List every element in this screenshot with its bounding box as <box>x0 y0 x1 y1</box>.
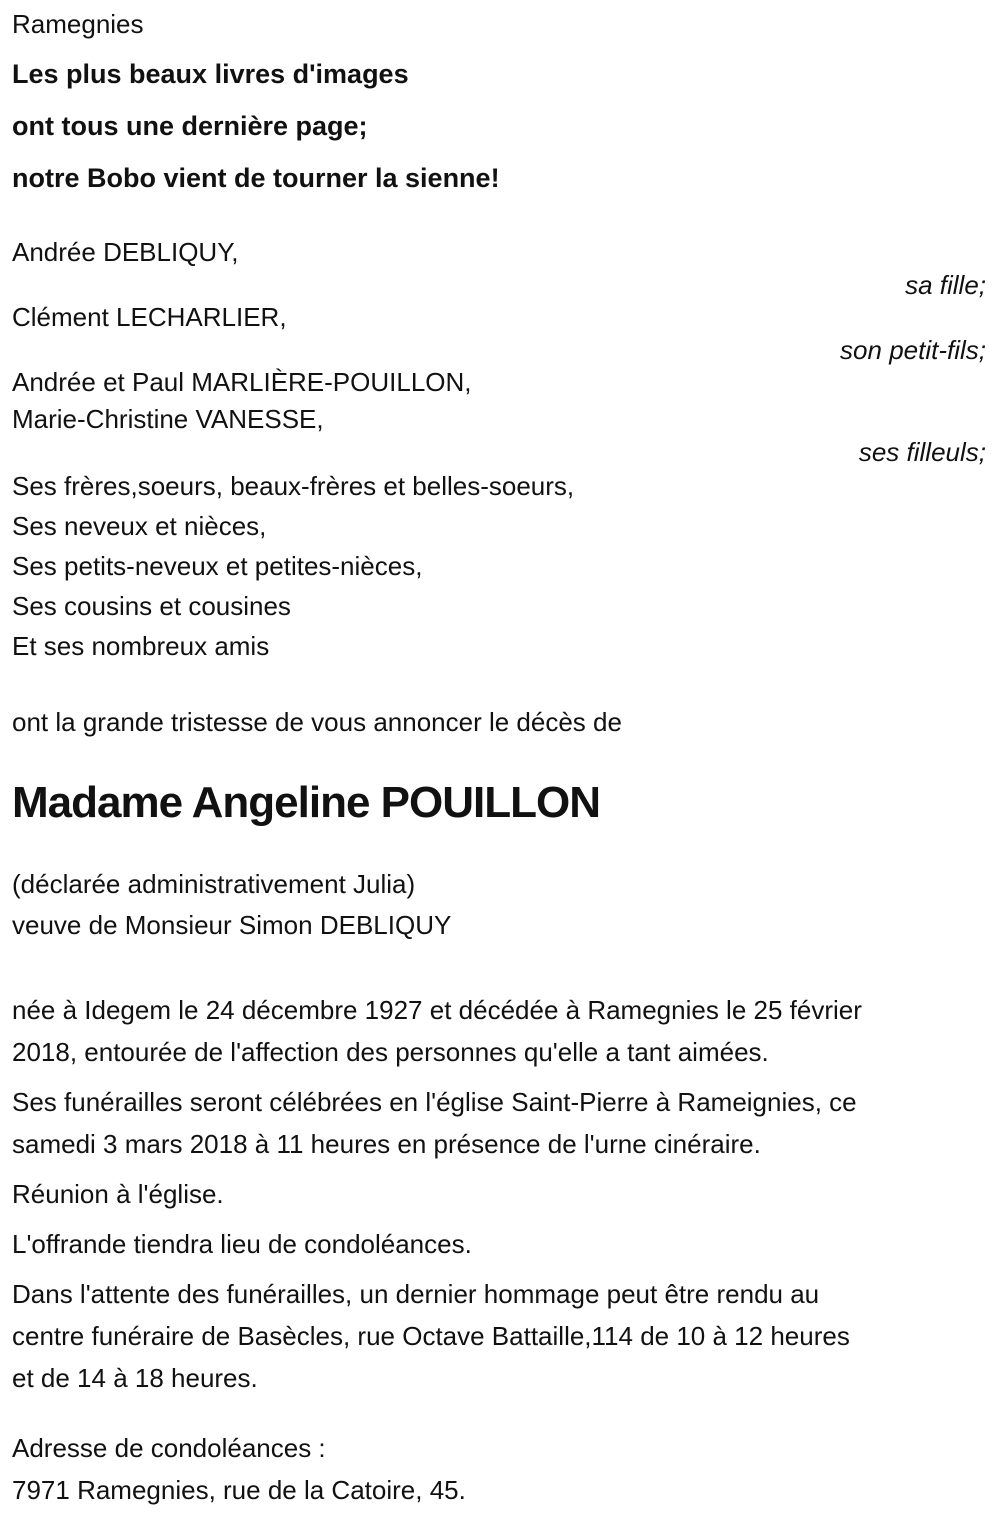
condolences-block <box>12 1427 986 1511</box>
announcement: ont la grande tristesse de vous annoncer le décès de <box>12 707 622 737</box>
paragraph-line: 2018, entourée de l'affection des personnes qu'elle a tant aimées. <box>12 1037 769 1067</box>
family-line: Ses neveux et nièces, <box>12 511 267 541</box>
epigraph <box>12 48 986 204</box>
relative-group <box>12 234 986 299</box>
epigraph-line: Les plus beaux livres d'images <box>12 59 409 89</box>
epigraph-line: notre Bobo vient de tourner la sienne! <box>12 163 500 193</box>
paragraph-birth-death <box>12 989 986 1073</box>
family-line: Et ses nombreux amis <box>12 631 270 661</box>
paragraph-line: Réunion à l'église. <box>12 1179 224 1209</box>
relatives-list <box>12 234 986 466</box>
paragraph-line: samedi 3 mars 2018 à 11 heures en présence de l'urne cinéraire. <box>12 1129 761 1159</box>
relative-name: Andrée et Paul MARLIÈRE-POUILLON, <box>12 367 472 397</box>
relative-name: Marie-Christine VANESSE, <box>12 404 324 434</box>
paragraph-line: L'offrande tiendra lieu de condoléances. <box>12 1229 472 1259</box>
paragraph-line: centre funéraire de Basècles, rue Octave Battaille,114 de 10 à 12 heures <box>12 1321 850 1351</box>
deceased-subtitle <box>12 864 986 946</box>
paragraph-line: et de 14 à 18 heures. <box>12 1363 258 1393</box>
family-line: Ses cousins et cousines <box>12 591 291 621</box>
body-paragraphs <box>12 989 986 1399</box>
paragraph-offering <box>12 1223 986 1265</box>
condolences-address: 7971 Ramegnies, rue de la Catoire, 45. <box>12 1475 466 1505</box>
deceased-subline: veuve de Monsieur Simon DEBLIQUY <box>12 910 452 940</box>
deceased-name: Madame Angeline POUILLON <box>12 778 601 827</box>
paragraph-tribute <box>12 1273 986 1399</box>
relative-relation: son petit-fils; <box>840 335 986 365</box>
epigraph-line: ont tous une dernière page; <box>12 111 368 141</box>
paragraph-line: Ses funérailles seront célébrées en l'église Saint-Pierre à Rameignies, ce <box>12 1087 857 1117</box>
family-line: Ses petits-neveux et petites-nièces, <box>12 551 423 581</box>
paragraph-line: née à Idegem le 24 décembre 1927 et décédée à Ramegnies le 25 février <box>12 995 862 1025</box>
relative-name: Andrée DEBLIQUY, <box>12 237 239 267</box>
family-list <box>12 466 986 666</box>
location: Ramegnies <box>12 9 144 39</box>
paragraph-line: Dans l'attente des funérailles, un dernier hommage peut être rendu au <box>12 1279 820 1309</box>
relative-name: Clément LECHARLIER, <box>12 302 287 332</box>
paragraph-funeral <box>12 1081 986 1165</box>
family-line: Ses frères,soeurs, beaux-frères et belles-soeurs, <box>12 471 575 501</box>
paragraph-meeting <box>12 1173 986 1215</box>
relative-group <box>12 364 986 466</box>
deceased-subline: (déclarée administrativement Julia) <box>12 869 416 899</box>
relative-relation: ses filleuls; <box>858 437 986 467</box>
relative-group <box>12 299 986 364</box>
relative-relation: sa fille; <box>905 270 986 300</box>
condolences-label: Adresse de condoléances : <box>12 1433 326 1463</box>
